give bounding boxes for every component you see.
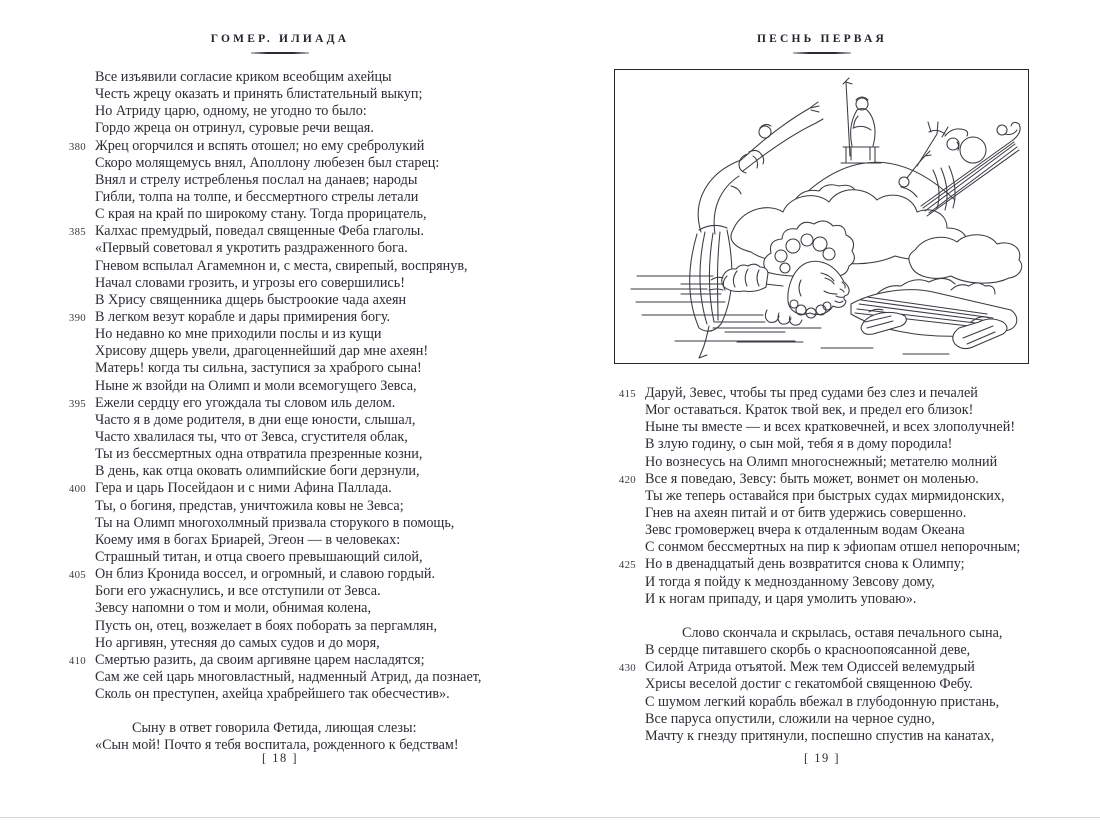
verse-line <box>645 419 1020 436</box>
verse-line-text: Мог оставаться. Краток твой век, и предел его близок! <box>645 402 974 419</box>
right-running-header <box>612 33 1032 54</box>
verse-line-number: 390 <box>68 311 86 324</box>
verse-line <box>95 360 481 377</box>
verse-line-text: Ежели сердцу его угождала ты словом иль делом. <box>95 394 396 411</box>
verse-line <box>95 326 481 343</box>
verse-line-number: 380 <box>68 140 86 153</box>
verse-line <box>95 498 481 515</box>
verse-line-text: Гордо жреца он отринул, суровые речи вещая. <box>95 120 374 137</box>
verse-line <box>645 539 1020 556</box>
verse-line-text: Он близ Кронида воссел, и огромный, и славою гордый. <box>95 566 436 583</box>
verse-line-text: Скоро молящемусь внял, Аполлону любезен был старец: <box>95 154 440 171</box>
verse-line <box>95 206 481 223</box>
verse-line-text: Даруй, Зевес, чтобы ты пред судами без слез и печалей <box>645 385 978 401</box>
verse-line <box>645 402 1020 419</box>
verse-line-text: Ты же теперь оставайся при быстрых судах мирмидонских, <box>645 487 1005 504</box>
verse-line <box>645 676 1020 693</box>
verse-line-text: Хрисову дщерь увели, драгоценнейший дар мне ахеян! <box>95 343 429 360</box>
verse-line-text: Хрисы веселой достиг с гекатомбой священною Фебу. <box>645 676 973 693</box>
left-header-rule <box>251 52 309 54</box>
verse-line-text: Сыну в ответ говорила Фетида, лиющая слезы: <box>132 720 417 737</box>
verse-line <box>645 436 1020 453</box>
verse-line <box>95 583 481 600</box>
verse-line <box>95 429 481 446</box>
verse-line-text: Сколь он преступен, ахейца храбрейшего так обесчестив». <box>95 686 450 703</box>
verse-line-text: Зевсу напомни о том и моли, обнимая колена, <box>95 600 372 617</box>
verse-line <box>95 155 481 172</box>
verse-line <box>95 172 481 189</box>
verse-line-number: 425 <box>618 559 636 572</box>
right-header-title: ПЕСНЬ ПЕРВАЯ <box>757 33 887 45</box>
verse-line-text: Но вознесусь на Олимп многоснежный; метателю молний <box>645 453 998 470</box>
verse-line-text: Ты на Олимп многохолмный призвала сторукого в помощь, <box>95 514 455 531</box>
verse-line-text: Все я поведаю, Зевсу: быть может, вонмет он моленью. <box>645 470 979 487</box>
verse-line <box>95 549 481 566</box>
verse-line <box>645 711 1020 728</box>
verse-line <box>95 258 481 275</box>
left-verse-column <box>68 69 482 755</box>
verse-line <box>645 454 1020 471</box>
verse-line <box>645 694 1020 711</box>
verse-line <box>95 189 481 206</box>
verse-line <box>68 223 481 240</box>
verse-line-text: Зевс громовержец вчера к отдаленным водам Океана <box>645 522 965 539</box>
verse-line-text: Калхас премудрый, поведал священные Феба глаголы. <box>95 223 424 240</box>
verse-line <box>645 505 1020 522</box>
verse-line-number: 395 <box>68 397 86 410</box>
verse-line-text: Матерь! когда ты сильна, заступися за храброго сына! <box>95 360 422 377</box>
verse-line <box>618 470 1020 488</box>
verse-line <box>95 446 481 463</box>
verse-line <box>645 728 1020 745</box>
verse-line-text: В легком везут корабле и дары примирения богу. <box>95 308 391 325</box>
verse-line-text: С края на край по широкому стану. Тогда прорицатель, <box>95 206 427 223</box>
verse-line <box>95 600 481 617</box>
verse-line-text: Боги его ужаснулись, и все отступили от Зевса. <box>95 583 381 600</box>
verse-line <box>68 308 481 326</box>
verse-line-text: «Первый советовал я укротить раздраженного бога. <box>95 240 408 257</box>
verse-line-text: С шумом легкий корабль вбежал в глубодонную пристань, <box>645 693 1000 710</box>
verse-line-text: Гибли, толпа на толпе, и бессмертного стрелы летали <box>95 188 419 205</box>
verse-line-text: Слово скончала и скрылась, оставя печального сына, <box>682 624 1003 641</box>
verse-line <box>95 343 481 360</box>
verse-line-text: Гневом вспылал Агамемнон и, с места, свирепый, воспрянув, <box>95 257 468 274</box>
illustration-thetis-and-olympian-gods <box>614 69 1029 364</box>
verse-line-text: Жрец огорчился и вспять отошел; но ему сребролукий <box>95 137 425 154</box>
verse-line <box>68 137 481 155</box>
right-verse-column <box>618 385 1021 745</box>
verse-line <box>68 480 481 497</box>
verse-line <box>95 412 481 429</box>
verse-line <box>618 659 1020 676</box>
verse-line-text: Ныне ж взойди на Олимп и моли всемогущего Зевса, <box>95 377 417 394</box>
verse-line-text: Начал словами грозить, и угрозы его совершились! <box>95 274 405 291</box>
verse-line-number: 405 <box>68 569 86 582</box>
verse-line <box>645 522 1020 539</box>
verse-line <box>68 394 481 412</box>
right-page-number: [ 19 ] <box>803 751 841 765</box>
verse-line <box>95 69 481 86</box>
verse-line <box>95 103 481 120</box>
verse-line-text: Сам же сей царь многовластный, надменный Атрид, да познает, <box>95 668 482 685</box>
verse-line-text: И тогда я пойду к меднозданному Зевсову дому, <box>645 573 935 590</box>
verse-line-number: 385 <box>68 226 86 239</box>
verse-line <box>95 618 481 635</box>
verse-line-text: В день, как отца оковать олимпийские боги дерзнули, <box>95 463 420 480</box>
verse-line-text: Но недавно ко мне приходили послы и из кущи <box>95 326 382 343</box>
verse-line <box>645 591 1020 608</box>
verse-line <box>645 488 1020 505</box>
verse-line <box>68 566 481 583</box>
left-header-title: ГОМЕР. ИЛИАДА <box>210 33 350 45</box>
verse-line-text: Смертью разить, да своим аргивяне царем насладятся; <box>95 651 425 668</box>
verse-line-text: Страшный титан, и отца своего превышающий силой, <box>95 548 423 565</box>
verse-line-text: Но в двенадцатый день возвратится снова к Олимпу; <box>645 556 965 573</box>
verse-line-number: 410 <box>68 654 86 667</box>
verse-line <box>95 720 481 737</box>
verse-line <box>618 385 1020 402</box>
verse-line-text: Внял и стрелу истребленья послал на данаев; народы <box>95 171 418 188</box>
verse-line-text: Силой Атрида отъятой. Меж тем Одиссей велемудрый <box>645 659 975 676</box>
verse-line <box>95 292 481 309</box>
verse-line <box>645 625 1020 642</box>
verse-line-text: Мачту к гнезду притянули, поспешно спустив на канатах, <box>645 727 995 744</box>
verse-line-text: Часто хвалилася ты, что от Зевса, сгустителя облак, <box>95 428 408 445</box>
verse-line-text: Гнев на ахеян питай и от битв удержись совершенно. <box>645 504 967 521</box>
left-running-header <box>60 33 500 54</box>
verse-line-text: Честь жрецу оказать и принять блистательный выкуп; <box>95 86 423 103</box>
left-page-number: [ 18 ] <box>261 751 299 765</box>
verse-line <box>645 642 1020 659</box>
right-header-rule <box>793 52 851 54</box>
verse-line-text: Гера и царь Посейдаон и с ними Афина Паллада. <box>95 480 392 497</box>
verse-line-number: 430 <box>618 662 636 675</box>
verse-line <box>95 515 481 532</box>
verse-line-text: В Хрису священника дщерь быстроокие чада ахеян <box>95 291 407 308</box>
verse-line <box>95 532 481 549</box>
verse-line-text: И к ногам припаду, и царя умолить уповаю». <box>645 590 917 607</box>
verse-line <box>645 574 1020 591</box>
verse-line-number: 420 <box>618 473 636 486</box>
verse-line <box>95 463 481 480</box>
verse-line-number: 415 <box>618 388 636 400</box>
verse-line-text: Все паруса опустили, сложили на черное судно, <box>645 710 935 727</box>
verse-line-text: С сонмом бессмертных на пир к эфиопам отшел непорочным; <box>645 539 1021 556</box>
verse-line-text: Но Атриду царю, одному, не угодно то было: <box>95 103 367 120</box>
verse-line <box>95 635 481 652</box>
verse-line <box>95 240 481 257</box>
verse-line-text: Но аргивян, утесняя до самых судов и до моря, <box>95 634 380 651</box>
verse-line-number: 400 <box>68 483 86 496</box>
page-bottom-edge <box>0 817 1100 818</box>
verse-line-text: В сердце питавшего скорбь о красноопоясанной деве, <box>645 642 971 659</box>
verse-line <box>95 86 481 103</box>
verse-line-text: В злую годину, о сын мой, тебя я в дому породила! <box>645 436 953 453</box>
verse-line-text: Коему имя в богах Бриарей, Эгеон — в человеках: <box>95 531 401 548</box>
verse-line <box>95 120 481 137</box>
verse-line-text: Часто я в доме родителя, в дни еще юности, слышал, <box>95 411 416 428</box>
verse-line <box>95 275 481 292</box>
verse-line <box>618 556 1020 573</box>
verse-line <box>68 651 481 669</box>
verse-line <box>95 378 481 395</box>
verse-line-text: «Сын мой! Почто я тебя воспитала, рожденного к бедствам! <box>95 737 459 754</box>
verse-line-text: Ныне ты вместе — и всех кратковечней, и всех злополучней! <box>645 419 1016 436</box>
verse-line <box>95 686 481 703</box>
verse-line-text: Все изъявили согласие криком всеобщим ахейцы <box>95 69 392 85</box>
verse-line-text: Ты, о богиня, представ, уничтожила ковы не Зевса; <box>95 497 404 514</box>
verse-line <box>95 669 481 686</box>
verse-line-text: Пусть он, отец, возжелает в боях поборать за пергамлян, <box>95 617 438 634</box>
verse-line-text: Ты из бессмертных одна отвратила презренные козни, <box>95 446 423 463</box>
